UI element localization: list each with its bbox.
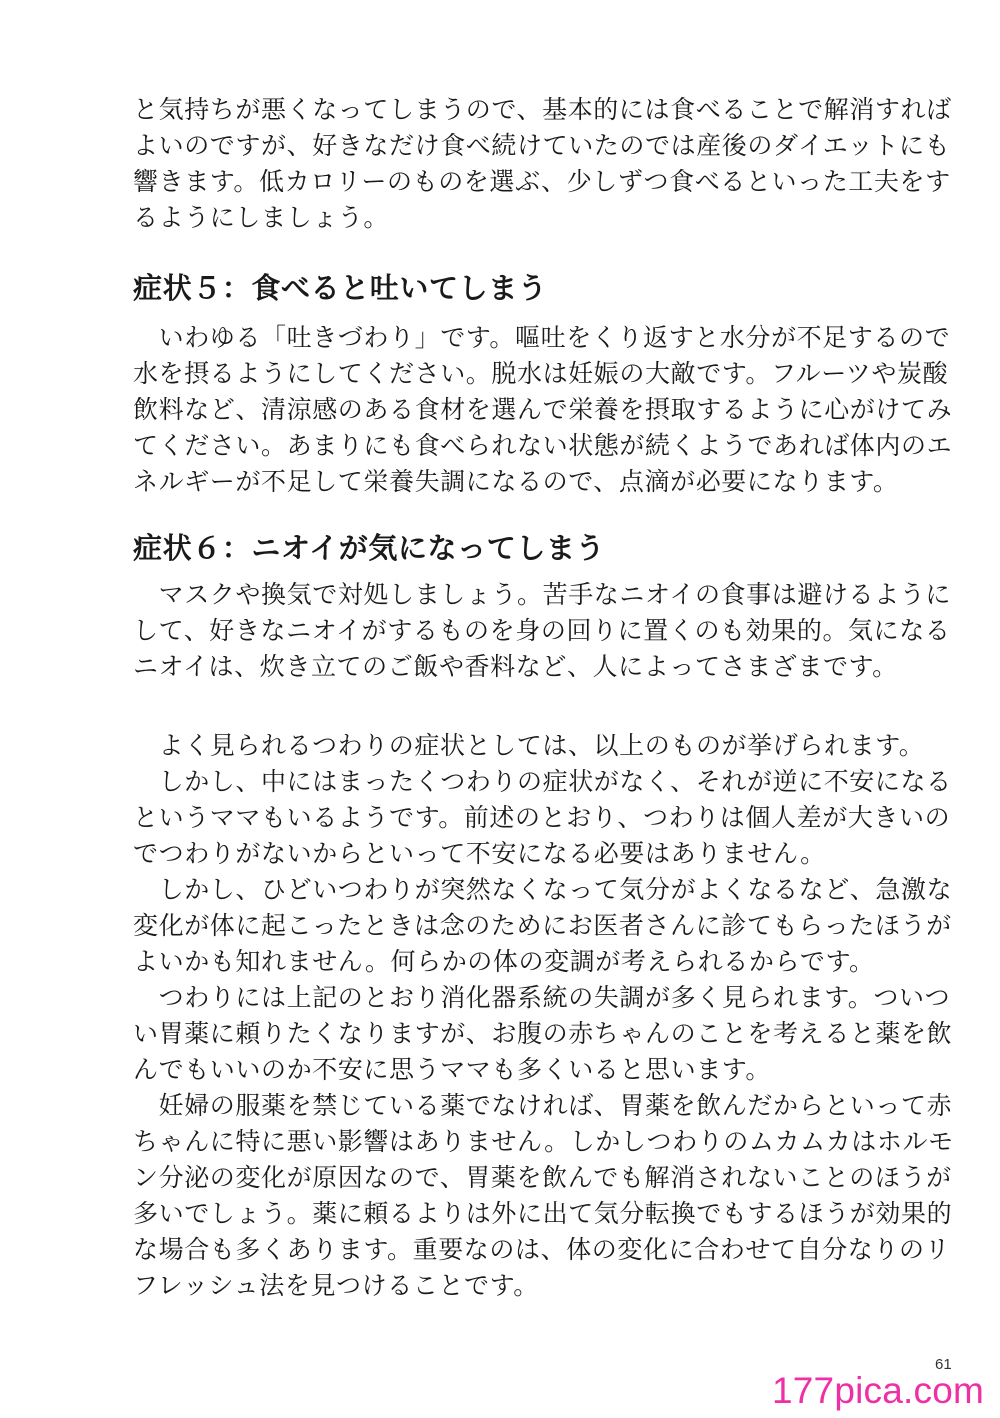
- page-number: 61: [935, 1356, 952, 1373]
- text-line: 多いでしょう。薬に頼るよりは外に出て気分転換でもするほうが効果的: [133, 1199, 953, 1228]
- text-line: い胃薬に頼りたくなりますが、お腹の赤ちゃんのことを考えると薬を飲: [133, 1019, 953, 1048]
- text-line: んでもいいのか不安に思うママも多くいると思います。: [133, 1055, 772, 1084]
- text-line: 響きます。低カロリーのものを選ぶ、少しずつ食べるといった工夫をす: [133, 167, 951, 196]
- text-line: ネルギーが不足して栄養失調になるので、点滴が必要になります。: [133, 467, 899, 496]
- text-line: るようにしましょう。: [133, 203, 390, 232]
- text-line: てください。あまりにも食べられない状態が続くようであれば体内のエ: [133, 431, 953, 460]
- text-line: しかし、ひどいつわりが突然なくなって気分がよくなるなど、急激な: [133, 875, 953, 904]
- text-line: フレッシュ法を見つけることです。: [133, 1271, 539, 1300]
- text-line: よいかも知れません。何らかの体の変調が考えられるからです。: [133, 947, 875, 976]
- section-heading-symptom-6: 症状６：ニオイが気になってしまう: [133, 531, 606, 565]
- text-line: しかし、中にはまったくつわりの症状がなく、それが逆に不安になる: [133, 767, 952, 796]
- text-line: マスクや換気で対処しましょう。苦手なニオイの食事は避けるように: [133, 580, 951, 609]
- text-line: ン分泌の変化が原因なので、胃薬を飲んでも解消されないことのほうが: [133, 1163, 952, 1192]
- text-line: 変化が体に起こったときは念のためにお医者さんに診てもらったほうが: [133, 911, 952, 940]
- text-line: つわりには上記のとおり消化器系統の失調が多く見られます。ついつ: [133, 983, 951, 1012]
- text-line: 飲料など、清涼感のある食材を選んで栄養を摂取するように心がけてみ: [133, 395, 953, 424]
- text-line: と気持ちが悪くなってしまうので、基本的には食べることで解消すれば: [133, 95, 952, 124]
- text-line: 水を摂るようにしてください。脱水は妊娠の大敵です。フルーツや炭酸: [133, 359, 949, 388]
- text-line: な場合も多くあります。重要なのは、体の変化に合わせて自分なりのリ: [133, 1235, 951, 1264]
- text-line: ニオイは、炊き立てのご飯や香料など、人によってさまざまです。: [133, 652, 898, 681]
- watermark-text: 177pica.com: [772, 1370, 984, 1411]
- text-line: よいのですが、好きなだけ食べ続けていたのでは産後のダイエットにも: [133, 131, 951, 160]
- text-line: いわゆる「吐きづわり」です。嘔吐をくり返すと水分が不足するので: [133, 323, 951, 352]
- section-heading-symptom-5: 症状５：食べると吐いてしまう: [133, 271, 548, 305]
- text-line: ちゃんに特に悪い影響はありません。しかしつわりのムカムカはホルモ: [133, 1127, 954, 1156]
- text-line: でつわりがないからといって不安になる必要はありません。: [133, 839, 826, 868]
- text-line: よく見られるつわりの症状としては、以上のものが挙げられます。: [133, 731, 925, 760]
- text-line: というママもいるようです。前述のとおり、つわりは個人差が大きいの: [133, 803, 951, 832]
- text-line: 妊婦の服薬を禁じている薬でなければ、胃薬を飲んだからといって赤: [133, 1091, 953, 1120]
- text-line: して、好きなニオイがするものを身の回りに置くのも効果的。気になる: [133, 616, 951, 645]
